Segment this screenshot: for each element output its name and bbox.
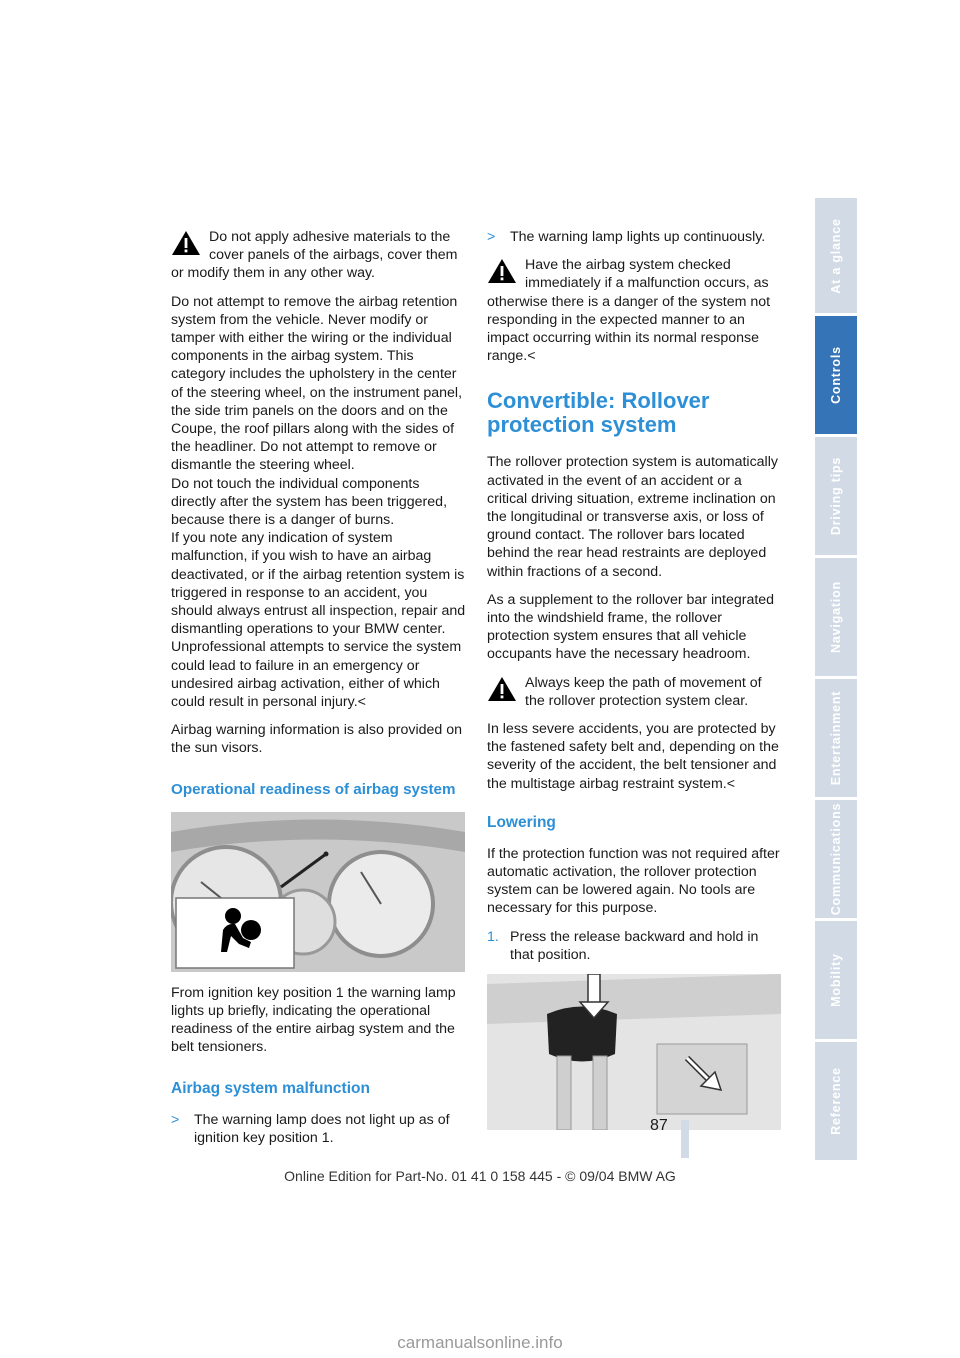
tab-at-a-glance[interactable] [815,198,857,316]
lowering-text: If the protection function was not required after automatic activation, the rollover protection system can be lowered again. No tools are necessary for this purpose. [487,845,780,917]
tab-navigation[interactable] [815,558,857,679]
bullet-mark: > [487,229,496,245]
tab-label: At a glance [829,217,843,294]
tab-label: Entertainment [829,690,843,786]
warning-3-first: Always keep the path of movement of the rollover protection system clear. [525,674,762,709]
rollover-para-2: As a supplement to the rollover bar integrated into the windshield frame, the rollover protection system ensures that all vehicle occupants have the necessary headroom. [487,591,775,663]
bullet-lamp-not-lit [171,1111,466,1147]
step-1 [487,928,782,964]
heading-rollover: Convertible: Rollover protection system [487,388,710,438]
sun-visor-text: Airbag warning information is also provided on the sun visors. [171,722,463,757]
end-mark: < [357,694,366,711]
tab-controls[interactable] [815,316,857,437]
footer-text: Online Edition for Part-No. 01 41 0 158 445 - © 09/04 BMW AG [284,1168,676,1184]
rollover-para-1: The rollover protection system is automatically activated in the event of an accident or a critical driving situation, extreme inclination on the longitudinal or transverse axis, or loss of ground contact. The rollover bars located behind the rear head restraints are deployed within fractions of a second. [487,454,778,580]
warning-1-para2: Do not attempt to remove the airbag retention system from the vehicle. Never modify or tamper with either the wiring or the individual components in the airbag system. This category includes the upholstery in the center of the steering wheel, on the instrument panel, the side trim panels on the doors and on the Coupe, the roof pillars along with the sides of the headliner. Do not attempt to remove or dismantle the steering wheel. [171,293,463,474]
chapter-tabs [815,198,857,1163]
bullet-mark: > [171,1111,180,1128]
watermark: carmanualsonline.info [397,1333,563,1352]
end-mark: < [527,348,536,365]
heading-readiness: Operational readiness of airbag system [171,780,456,798]
warning-1-para3: Do not touch the individual components directly after the system has been triggered, because there is a danger of burns. [171,475,448,529]
page-marker-bar [681,1120,689,1158]
step-1-number: 1. [487,928,499,945]
warning-3-rest [487,720,782,793]
tab-label: Reference [829,1067,843,1135]
tab-label: Communications [829,802,843,916]
instrument-cluster-image [171,812,465,972]
readiness-text: From ignition key position 1 the warning lamp lights up briefly, indicating the operational readiness of the entire airbag system and the belt tensioners. [171,984,456,1056]
tab-entertainment[interactable] [815,679,857,800]
bullet-lamp-continuous-text: The warning lamp lights up continuously. [510,229,766,245]
tab-label: Driving tips [829,456,843,536]
heading-lowering: Lowering [487,813,556,831]
warning-2-text [487,256,782,365]
left-column [171,228,466,1157]
warning-block-1 [171,228,466,283]
warning-3-rest-text: In less severe accidents, you are protected by the fastened safety belt and, depending on the severity of the accident, the belt tensioner and the multistage airbag restraint system. [487,721,779,792]
warning-1-para4-text: If you note any indication of system malfunction, if you wish to have an airbag deactivated, or if the airbag retention system is triggered in response to an accident, you should always entrust all inspection, repair and dismantling operations to your BMW center. Unprofessional attempts to service the system could lead to failure in an emergency or undesired airbag activation, either of which could result in personal injury. [171,530,466,711]
warning-block-3 [487,674,782,710]
page-number: 87 [650,1117,668,1134]
tab-reference[interactable] [815,1042,857,1163]
rollover-bar-image [487,974,781,1130]
tab-label: Controls [829,346,843,404]
tab-driving-tips[interactable] [815,437,857,558]
tab-mobility[interactable] [815,921,857,1042]
tab-communications[interactable] [815,800,857,921]
heading-malfunction: Airbag system malfunction [171,1079,370,1097]
tab-label: Mobility [829,953,843,1007]
tab-label: Navigation [829,581,843,653]
warning-2-body: Have the airbag system checked immediately if a malfunction occurs, as otherwise there is a danger of the system not responding in the expected manner to an impact occurring within its normal response range. [487,257,771,365]
bullet-lamp-not-lit-text: The warning lamp does not light up as of ignition key position 1. [194,1111,450,1146]
warning-triangle-icon [487,258,517,284]
bullet-lamp-continuous [487,228,782,246]
end-mark: < [726,775,736,792]
warning-triangle-icon [171,230,201,256]
right-column [487,228,782,1142]
warning-1-para4 [171,529,466,711]
warning-1-text: Do not apply adhesive materials to the cover panels of the airbags, cover them or modify them in any other way. [171,229,458,282]
warning-triangle-icon [487,676,517,702]
step-1-text: Press the release backward and hold in that position. [510,928,759,963]
warning-block-2 [487,256,782,365]
